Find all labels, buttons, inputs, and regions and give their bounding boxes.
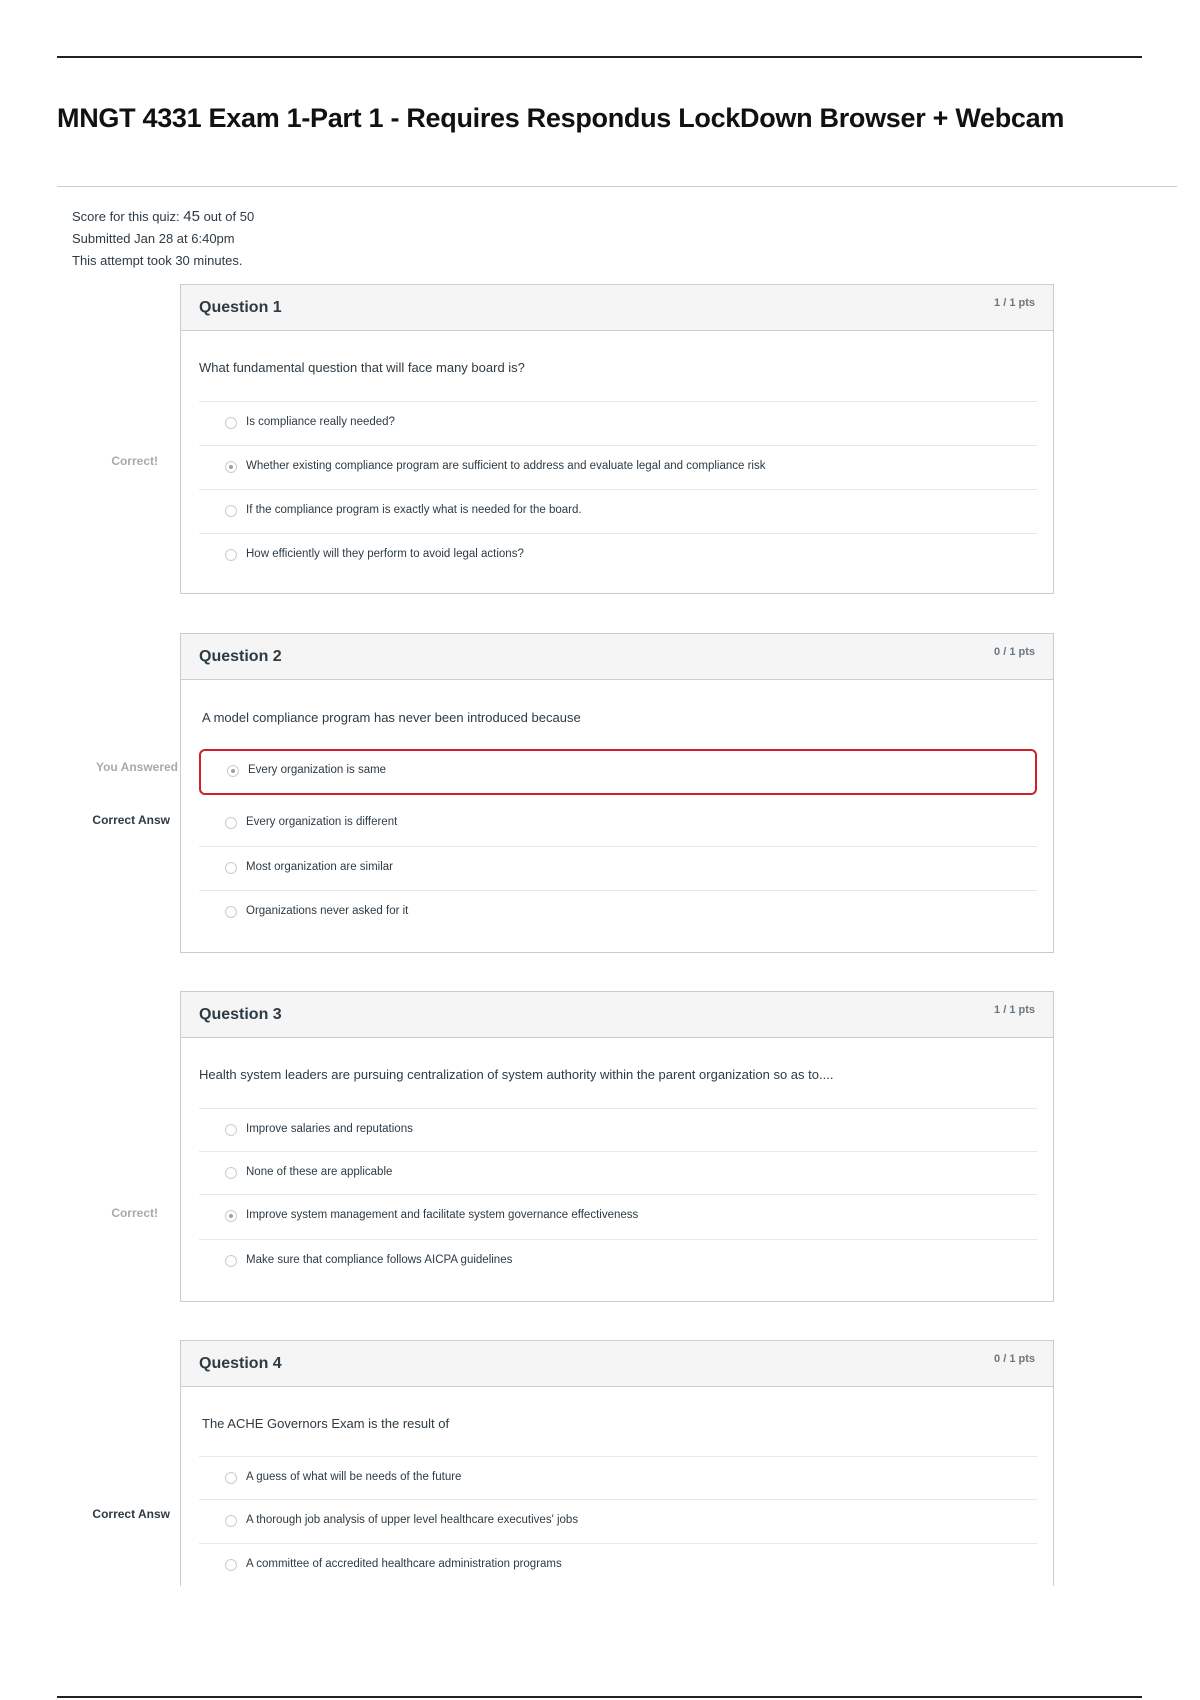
answer-text: A guess of what will be needs of the future	[246, 1471, 462, 1483]
question-text: What fundamental question that will face many board is?	[199, 360, 525, 375]
answer-option[interactable]	[199, 401, 1037, 445]
question-title: Question 3	[199, 1006, 282, 1023]
score-line	[72, 206, 254, 228]
question-text: Health system leaders are pursuing centralization of system authority within the parent organization so as to....	[199, 1067, 834, 1082]
answer-text: Organizations never asked for it	[246, 905, 409, 917]
correct-answer-label: Correct Answ	[92, 813, 170, 827]
radio-button[interactable]	[225, 417, 237, 429]
score-prefix: Score for this quiz:	[72, 209, 184, 224]
submitted-time: Submitted Jan 28 at 6:40pm	[72, 231, 235, 246]
answer-text: How efficiently will they perform to avoid legal actions?	[246, 548, 524, 560]
answer-option-wrong[interactable]	[199, 749, 1037, 795]
radio-button[interactable]	[225, 1559, 237, 1571]
answer-text: A thorough job analysis of upper level healthcare executives' jobs	[246, 1514, 579, 1526]
answer-option[interactable]	[199, 445, 1037, 489]
attempt-duration: This attempt took 30 minutes.	[72, 253, 243, 268]
radio-button[interactable]	[225, 817, 237, 829]
correct-answer-label: Correct Answ	[92, 1507, 170, 1521]
answer-option[interactable]	[199, 1499, 1037, 1543]
radio-button[interactable]	[225, 461, 237, 473]
radio-button[interactable]	[227, 765, 239, 777]
question-card-3	[180, 991, 1054, 1302]
question-points: 0 / 1 pts	[994, 1353, 1035, 1365]
answer-option[interactable]	[199, 890, 1037, 934]
answer-text: Whether existing compliance program are sufficient to address and evaluate legal and compliance risk	[246, 460, 766, 472]
answer-text: Every organization is different	[246, 816, 398, 828]
answer-text: Make sure that compliance follows AICPA guidelines	[246, 1254, 513, 1266]
answer-text: Improve system management and facilitate system governance effectiveness	[246, 1209, 639, 1221]
answer-text: If the compliance program is exactly what is needed for the board.	[246, 504, 582, 516]
answer-option[interactable]	[199, 802, 1037, 846]
radio-button[interactable]	[225, 505, 237, 517]
question-header	[181, 1341, 1053, 1387]
answer-option[interactable]	[199, 846, 1037, 890]
score-value: 45	[183, 208, 200, 225]
correct-label: Correct!	[111, 1206, 158, 1220]
radio-button[interactable]	[225, 1210, 237, 1222]
answer-text: A committee of accredited healthcare administration programs	[246, 1558, 562, 1570]
question-points: 1 / 1 pts	[994, 1004, 1035, 1016]
question-card-4	[180, 1340, 1054, 1590]
answer-option[interactable]	[199, 533, 1037, 577]
question-text: A model compliance program has never been introduced because	[202, 710, 581, 725]
answer-text: Improve salaries and reputations	[246, 1123, 413, 1135]
radio-button[interactable]	[225, 862, 237, 874]
question-points: 0 / 1 pts	[994, 646, 1035, 658]
question-card-2	[180, 633, 1054, 953]
score-suffix: out of 50	[199, 209, 255, 224]
radio-button[interactable]	[225, 1255, 237, 1267]
question-header	[181, 992, 1053, 1038]
question-card-1	[180, 284, 1054, 594]
answer-option[interactable]	[199, 1456, 1037, 1500]
radio-button[interactable]	[225, 906, 237, 918]
answer-option[interactable]	[199, 1194, 1037, 1238]
exam-title: MNGT 4331 Exam 1-Part 1 - Requires Respondus LockDown Browser + Webcam	[57, 103, 1065, 133]
answer-text: None of these are applicable	[246, 1166, 393, 1178]
question-title: Question 4	[199, 1355, 282, 1372]
answer-option[interactable]	[199, 1108, 1037, 1152]
question-header	[181, 285, 1053, 331]
radio-button[interactable]	[225, 1515, 237, 1527]
question-title: Question 2	[199, 648, 282, 665]
question-header	[181, 634, 1053, 680]
radio-button[interactable]	[225, 1472, 237, 1484]
bottom-divider	[57, 1696, 1142, 1698]
radio-button[interactable]	[225, 1124, 237, 1136]
answer-option[interactable]	[199, 1239, 1037, 1283]
answer-text: Every organization is same	[248, 764, 387, 776]
answer-option[interactable]	[199, 1151, 1037, 1195]
top-divider	[57, 56, 1142, 58]
radio-button[interactable]	[225, 549, 237, 561]
you-answered-label: You Answered	[95, 760, 178, 774]
answer-text: Is compliance really needed?	[246, 416, 395, 428]
question-text: The ACHE Governors Exam is the result of	[202, 1416, 450, 1431]
answer-option[interactable]	[199, 489, 1037, 533]
question-title: Question 1	[199, 299, 282, 316]
answer-option[interactable]	[199, 1543, 1037, 1587]
radio-button[interactable]	[225, 1167, 237, 1179]
answer-text: Most organization are similar	[246, 861, 394, 873]
quiz-summary	[72, 206, 254, 272]
question-points: 1 / 1 pts	[994, 297, 1035, 309]
page-bottom-mask	[0, 1586, 1200, 1686]
title-divider	[57, 186, 1177, 187]
correct-label: Correct!	[111, 454, 158, 468]
